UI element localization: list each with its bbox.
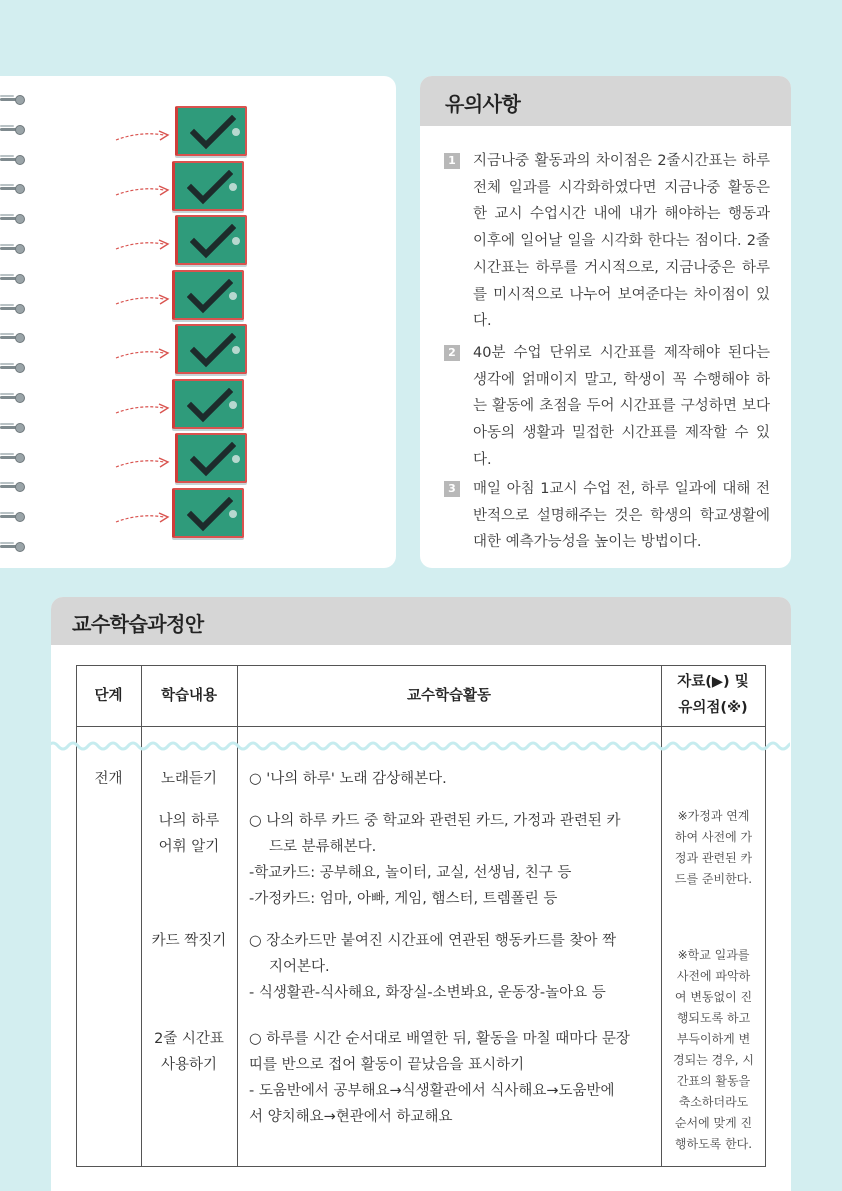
note-number: 1 [444,153,460,169]
check-card [172,161,244,211]
binding-ring [0,511,28,523]
header-activity: 교수학습활동 [406,688,492,704]
checkmark-icon [187,279,233,315]
binding-ring [0,154,28,166]
arrow-icon [114,183,172,197]
material-note-line: 행되도록 하고 [676,1011,751,1025]
wave-divider [51,739,790,753]
activity-line: ○ '나의 하루' 노래 감상해본다. [249,771,447,787]
binding-ring [0,392,28,404]
note-item [444,148,770,335]
check-card-strip [170,106,254,538]
table-border [76,665,766,666]
binding-ring [0,303,28,315]
note-item [444,476,770,556]
note-text: 지금나중 활동과의 차이점은 2줄시간표는 하루 전체 일과를 시각화하였다면 지금나중 활동은 한 교시 수업시간 내에 내가 해야하는 행동과 이후에 일어날 일을 시각화 한다는 점이다. 2줄시간표는 하루를 거시적으로, 지금나중은 하루를 미시적으로 나누어 보여준다는 차이점이 있다. [473,153,770,330]
arrow-icon [114,237,172,251]
activity-line: - 도움반에서 공부해요→식생활관에서 식사해요→도움반에 [249,1083,615,1099]
content-cell: 사용하기 [160,1057,218,1073]
content-cell: 2줄 시간표 [154,1031,224,1047]
material-note-line: 하여 사전에 가 [674,830,753,844]
binding-ring [0,213,28,225]
binding-ring [0,452,28,464]
arrow-icon [114,292,172,306]
material-note-line: 드를 준비한다. [674,872,753,886]
check-card [172,488,244,538]
check-card [175,215,247,265]
note-item [444,340,770,474]
notes-title: 유의사항 [445,92,521,116]
material-note-line: 정과 관련된 카 [674,851,753,865]
content-cell: 어휘 알기 [158,839,220,855]
binding-ring [0,481,28,493]
activity-line: -학교카드: 공부해요, 놀이터, 교실, 선생님, 친구 등 [249,865,572,881]
check-card [175,324,247,374]
activity-line: -가정카드: 엄마, 아빠, 게임, 햄스터, 트렘폴린 등 [249,891,558,907]
activity-line: ○ 하루를 시간 순서대로 배열한 뒤, 활동을 마칠 때마다 문장 [249,1031,630,1047]
activity-line: 서 양치해요→현관에서 하교해요 [249,1109,453,1125]
content-cell: 나의 하루 [158,813,220,829]
check-card [172,379,244,429]
content-cell: 노래듣기 [160,771,218,787]
checkmark-icon [190,224,236,260]
material-note-line: 경되는 경우, 시 [673,1053,754,1067]
material-note-line: 행하도록 한다. [674,1137,753,1151]
activity-line: 띠를 반으로 접어 활동이 끝났음을 표시하기 [249,1057,525,1073]
header-material-line2: 유의점(※) [678,700,748,716]
binding-ring [0,332,28,344]
arrow-icon [114,510,172,524]
note-text: 매일 아침 1교시 수업 전, 하루 일과에 대해 전반적으로 설명해주는 것은 학생의 학교생활에 대한 예측가능성을 높이는 방법이다. [473,481,770,551]
header-content: 학습내용 [160,688,218,704]
stage-label: 전개 [94,771,123,787]
header-material-line1: 자료(▶) 및 [677,674,749,690]
activity-line: - 식생활관-식사해요, 화장실-소변봐요, 운동장-놀아요 등 [249,985,606,1001]
checkmark-icon [187,388,233,424]
binding-ring [0,273,28,285]
table-border [76,726,766,727]
material-note-line: ※가정과 연계 [677,809,750,823]
check-card [172,270,244,320]
photo-card [0,76,396,568]
binding-ring [0,243,28,255]
material-note-line: 간표의 활동을 [676,1074,751,1088]
material-note-line: ※학교 일과를 [677,948,750,962]
note-number: 3 [444,481,460,497]
material-note-line: 부득이하게 변 [676,1032,751,1046]
binding-ring [0,183,28,195]
checkmark-icon [190,333,236,369]
lesson-plan-table [76,665,766,1167]
binding-ring [0,362,28,374]
arrow-icon [114,455,172,469]
content-cell: 카드 짝짓기 [151,933,227,949]
plan-header [51,597,791,645]
binding-ring [0,94,28,106]
activity-line: 지어본다. [269,959,330,975]
checkmark-icon [187,170,233,206]
material-note-line: 여 변동없이 진 [674,990,753,1004]
binding-ring [0,541,28,553]
arrow-icon [114,128,172,142]
arrow-icon [114,346,172,360]
lesson-plan-panel [51,597,791,1191]
checkmark-icon [187,497,233,533]
binding-ring [0,422,28,434]
arrow-icon [114,401,172,415]
note-text: 40분 수업 단위로 시간표를 제작해야 된다는 생각에 얽매이지 말고, 학생이 꼭 수행해야 하는 활동에 초점을 두어 시간표를 구성하면 보다 아동의 생활과 밀접한 시간표를 제작할 수 있다. [473,345,770,468]
material-note-line: 사전에 파악하 [676,969,751,983]
checkmark-icon [190,115,236,151]
material-note-1 [662,806,765,890]
notes-panel [420,76,791,568]
activity-line: ○ 장소카드만 붙여진 시간표에 연관된 행동카드를 찾아 짝 [249,933,617,949]
material-note-line: 축소하더라도 [678,1095,749,1109]
material-note-line: 순서에 맞게 진 [674,1116,753,1130]
activity-line: 드로 분류해본다. [269,839,377,855]
table-border [76,1166,766,1167]
check-card [175,433,247,483]
material-note-2 [662,945,765,1155]
plan-title: 교수학습과정안 [72,612,204,636]
note-number: 2 [444,345,460,361]
binding-ring [0,124,28,136]
activity-line: ○ 나의 하루 카드 중 학교와 관련된 카드, 가정과 관련된 카 [249,813,621,829]
notes-header [420,76,791,126]
check-card [175,106,247,156]
header-stage: 단계 [94,688,123,704]
checkmark-icon [190,442,236,478]
